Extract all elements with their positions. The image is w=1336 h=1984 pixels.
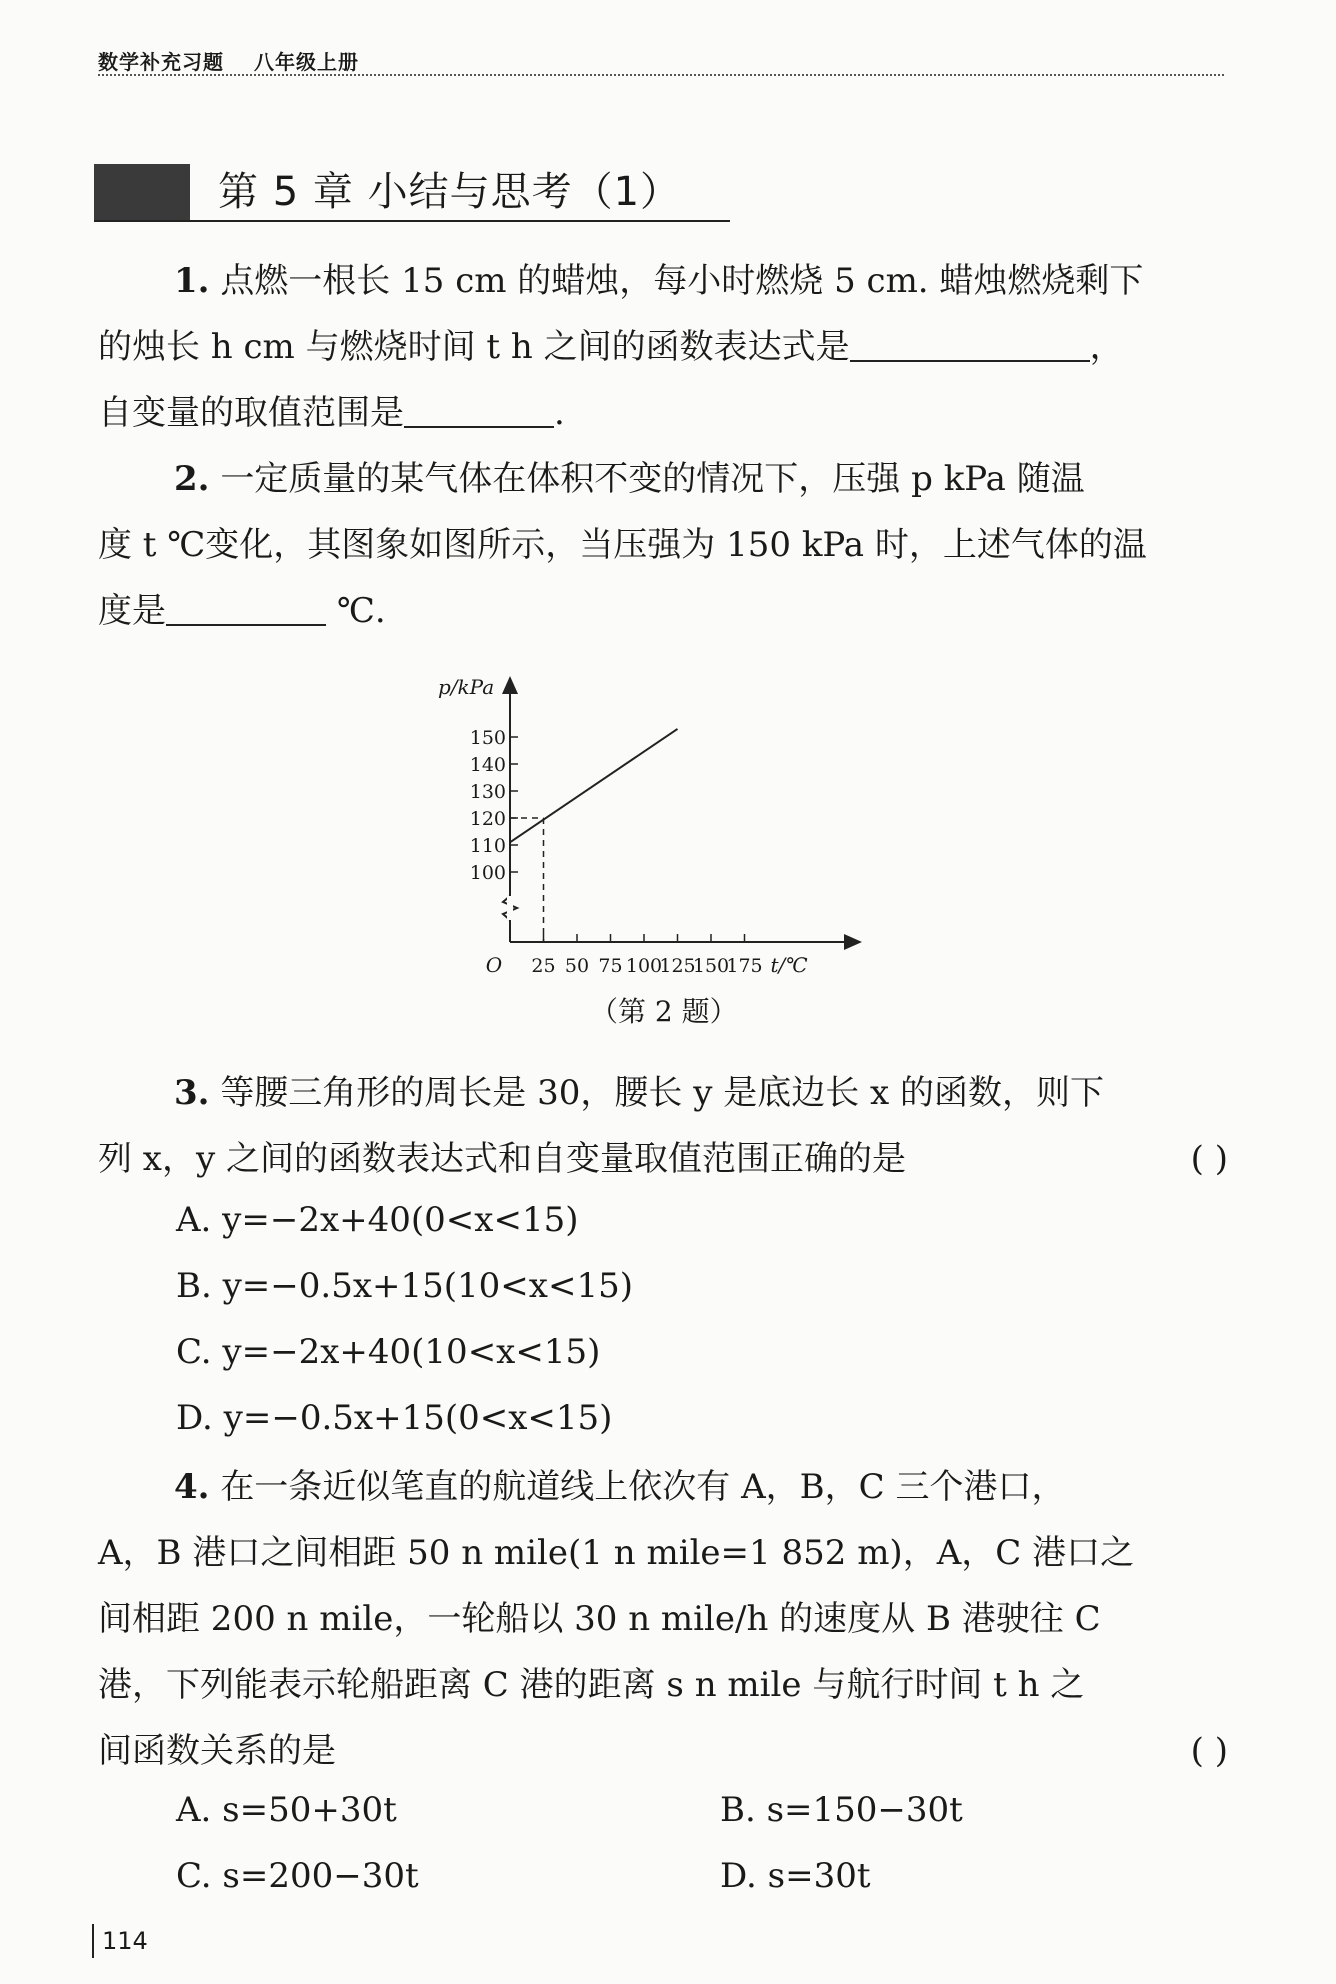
answer-paren[interactable]: ( ) <box>1190 1731 1228 1771</box>
answer-blank[interactable] <box>404 386 554 428</box>
question-3 <box>98 1060 1228 1192</box>
question-text: 列 x，y 之间的函数表达式和自变量取值范围正确的是 <box>98 1139 906 1179</box>
y-axis-label: p/kPa <box>438 675 495 699</box>
x-tick-label: 175 <box>726 955 763 977</box>
y-tick-label: 120 <box>469 808 506 830</box>
chapter-title: 第 5 章 小结与思考（1） <box>218 169 682 215</box>
figure-caption: （第 2 题） <box>590 995 738 1028</box>
y-tick-label: 100 <box>469 862 506 884</box>
question-text: 的烛长 h cm 与燃烧时间 t h 之间的函数表达式是 <box>98 327 850 367</box>
option-a[interactable]: A. y=−2x+40(0<x<15) <box>176 1200 579 1240</box>
book-title: 数学补充习题 <box>98 50 224 74</box>
y-tick-label: 150 <box>469 727 506 749</box>
page-number: 114 <box>92 1924 148 1958</box>
question-text: 等腰三角形的周长是 30，腰长 y 是底边长 x 的函数，则下 <box>220 1073 1104 1113</box>
question-text: A，B 港口之间相距 50 n mile(1 n mile=1 852 m)，A，C 港口之 <box>98 1533 1135 1573</box>
y-tick-label: 140 <box>469 754 506 776</box>
x-tick-label: 125 <box>659 955 696 977</box>
grade-label: 八年级上册 <box>254 50 359 74</box>
chapter-rule <box>94 220 730 222</box>
answer-blank[interactable] <box>166 584 326 626</box>
origin-label: O <box>485 953 503 977</box>
answer-blank[interactable] <box>850 320 1090 362</box>
option-b[interactable]: B. s=150−30t <box>720 1790 963 1830</box>
question-number: 2. <box>174 459 210 499</box>
question-text: 度 t ℃变化，其图象如图所示，当压强为 150 kPa 时，上述气体的温 <box>98 525 1147 565</box>
y-tick-label: 130 <box>469 781 506 803</box>
question-number: 4. <box>174 1467 210 1507</box>
x-tick-label: 25 <box>531 955 556 977</box>
chapter-marker-bar <box>94 164 190 220</box>
x-tick-label: 150 <box>692 955 730 977</box>
question-text: 点燃一根长 15 cm 的蜡烛，每小时燃烧 5 cm. 蜡烛燃烧剩下 <box>220 261 1144 301</box>
question-text: 间函数关系的是 <box>98 1731 336 1771</box>
header-rule <box>98 74 1224 76</box>
data-line <box>510 729 678 842</box>
option-a[interactable]: A. s=50+30t <box>176 1790 397 1830</box>
question-1: 1. 点燃一根长 15 cm 的蜡烛，每小时燃烧 5 cm. 蜡烛燃烧剩下 的烛长 h cm 与燃烧时间 t h 之间的函数表达式是 ， 自变量的取值范围是 . <box>98 261 1144 433</box>
question-text: 度是 <box>98 591 166 631</box>
question-4 <box>98 1454 1228 1784</box>
question-text: 一定质量的某气体在体积不变的情况下，压强 p kPa 随温 <box>220 459 1085 499</box>
answer-paren[interactable]: ( ) <box>1190 1139 1228 1179</box>
option-b[interactable]: B. y=−0.5x+15(10<x<15) <box>176 1266 633 1306</box>
x-tick-label: 75 <box>598 955 623 977</box>
running-head <box>98 46 359 75</box>
option-c[interactable]: C. y=−2x+40(10<x<15) <box>176 1332 601 1372</box>
pressure-temperature-chart <box>420 672 900 982</box>
x-tick-label: 50 <box>564 955 590 977</box>
x-axis-label: t/℃ <box>770 953 808 977</box>
unit-label: ℃. <box>336 591 386 631</box>
question-text: 间相距 200 n mile，一轮船以 30 n mile/h 的速度从 B 港驶往 C <box>98 1599 1101 1639</box>
axis-break-mask <box>507 896 513 920</box>
option-c[interactable]: C. s=200−30t <box>176 1856 419 1896</box>
question-number: 3. <box>174 1073 210 1113</box>
option-d[interactable]: D. s=30t <box>720 1856 871 1896</box>
question-text: 自变量的取值范围是 <box>98 393 404 433</box>
question-number: 1. <box>174 261 210 301</box>
y-tick-label: 110 <box>469 835 506 857</box>
question-text: 港，下列能表示轮船距离 C 港的距离 s n mile 与航行时间 t h 之 <box>98 1665 1085 1705</box>
option-d[interactable]: D. y=−0.5x+15(0<x<15) <box>176 1398 613 1438</box>
question-text: 在一条近似笔直的航道线上依次有 A，B，C 三个港口， <box>220 1467 1066 1507</box>
x-tick-label: 100 <box>625 955 663 977</box>
question-2 <box>98 446 1228 644</box>
